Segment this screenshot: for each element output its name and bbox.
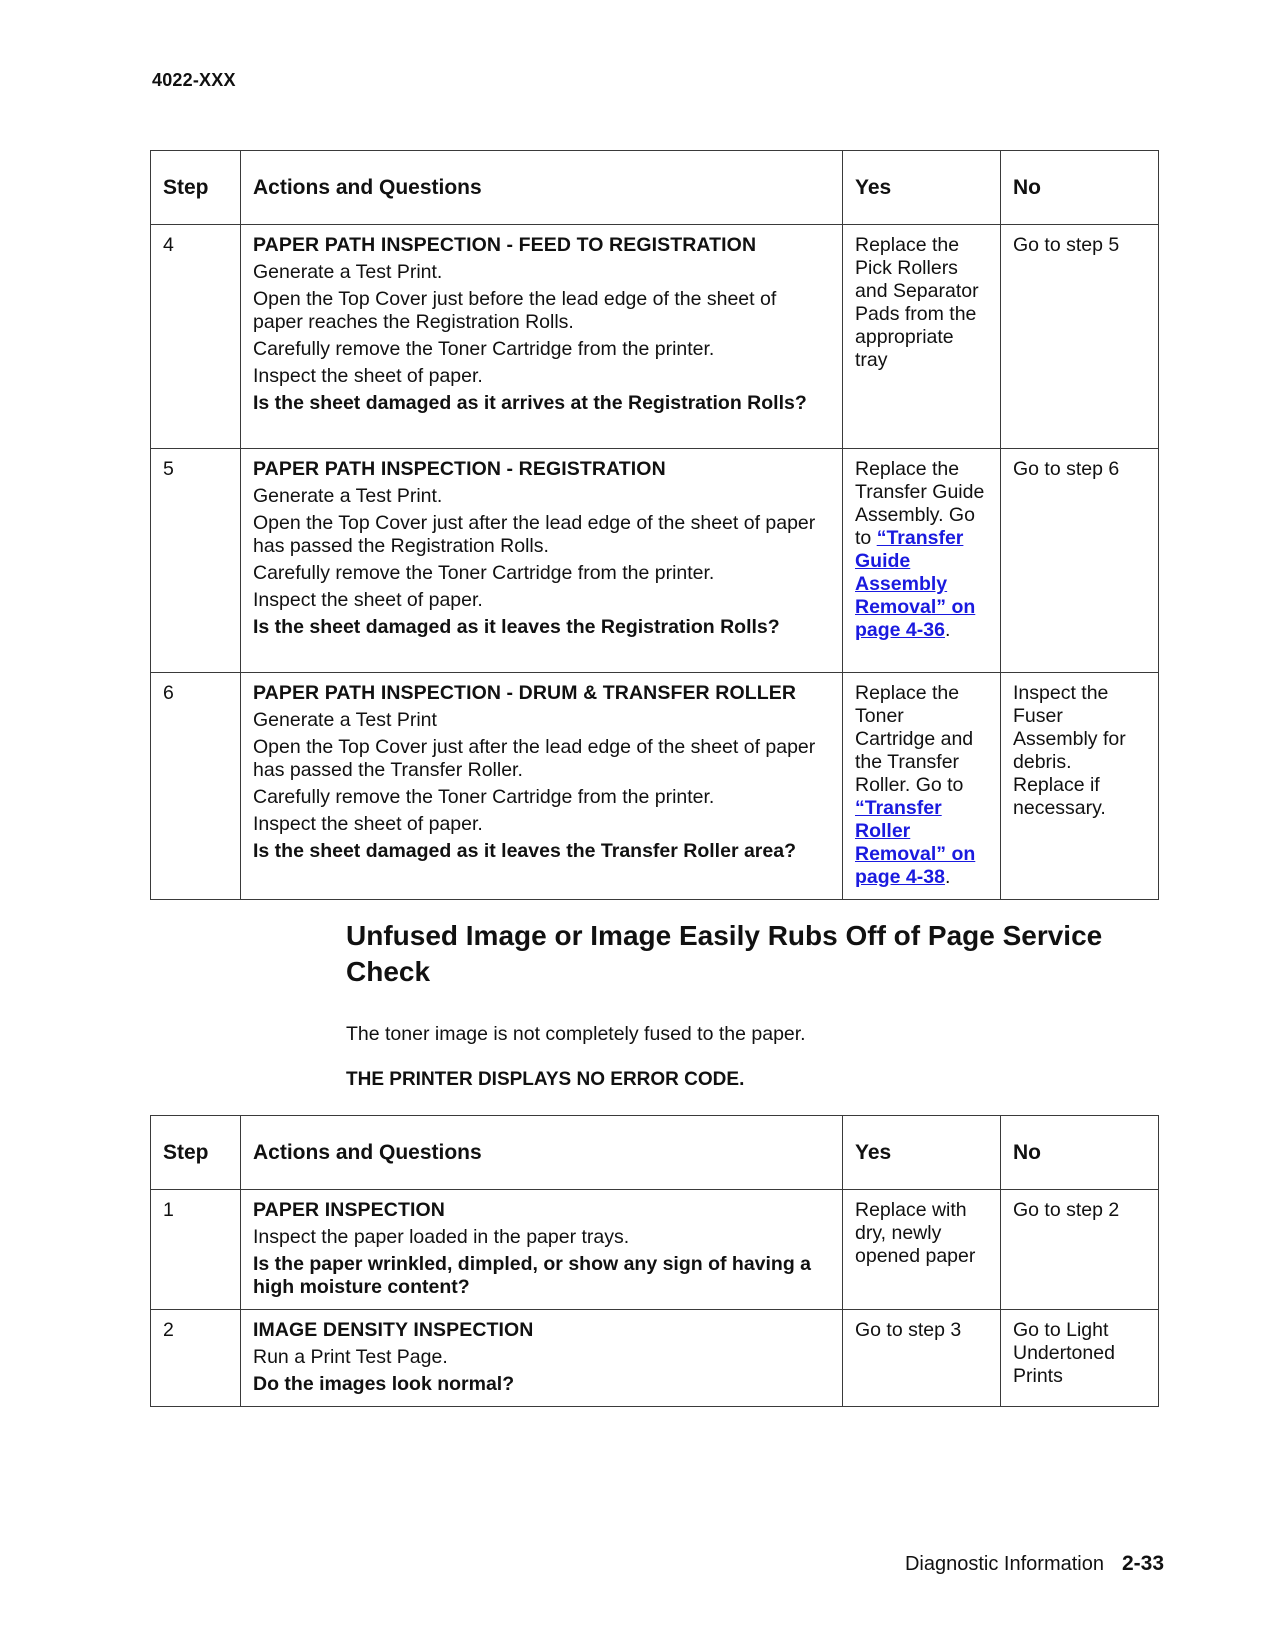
- yes-cell: [843, 225, 1001, 449]
- action-line: Run a Print Test Page.: [253, 1346, 448, 1368]
- error-code-note: THE PRINTER DISPLAYS NO ERROR CODE.: [346, 1069, 745, 1090]
- step-number: 6: [151, 673, 241, 900]
- step-number: 5: [151, 449, 241, 673]
- no-text: Inspect the Fuser Assembly for debris. Replace if necessary.: [1013, 682, 1126, 819]
- action-title: PAPER INSPECTION: [253, 1199, 445, 1221]
- yes-text: Replace with dry, newly opened paper: [855, 1199, 976, 1267]
- action-line: Generate a Test Print.: [253, 485, 443, 507]
- no-text: Go to step 5: [1013, 234, 1120, 256]
- table-row: [151, 1190, 1159, 1310]
- actions-cell: [241, 673, 843, 900]
- section-title: Unfused Image or Image Easily Rubs Off of Page Service Check: [346, 920, 1103, 987]
- no-text: Go to step 2: [1013, 1199, 1120, 1221]
- action-line: Carefully remove the Toner Cartridge from the printer.: [253, 562, 715, 584]
- step-number: 1: [151, 1190, 241, 1310]
- actions-cell: [241, 1310, 843, 1407]
- action-question: Is the paper wrinkled, dimpled, or show any sign of having a high moisture content?: [253, 1253, 812, 1298]
- page-footer: [905, 1552, 1164, 1576]
- table-header-row: [151, 1116, 1159, 1190]
- table-row: [151, 673, 1159, 900]
- header-yes: Yes: [843, 151, 1001, 225]
- action-title: PAPER PATH INSPECTION - FEED TO REGISTRATION: [253, 234, 757, 256]
- action-line: Carefully remove the Toner Cartridge from the printer.: [253, 338, 715, 360]
- yes-text: Replace the Toner Cartridge and the Transfer Roller. Go to: [855, 682, 974, 796]
- yes-text: Replace the Pick Rollers and Separator Pads from the appropriate tray: [855, 234, 979, 371]
- footer-section-name: Diagnostic Information: [904, 1553, 1104, 1575]
- table-row: [151, 1310, 1159, 1407]
- table-row: [151, 449, 1159, 673]
- header-actions: Actions and Questions: [241, 1116, 843, 1190]
- table-header-row: [151, 151, 1159, 225]
- step-number: 2: [151, 1310, 241, 1407]
- yes-text: Replace the Transfer Guide Assembly. Go to: [855, 458, 985, 549]
- yes-cell: [843, 449, 1001, 673]
- transfer-roller-removal-link[interactable]: “Transfer Roller Removal” on page 4-38: [855, 797, 976, 888]
- yes-cell: [843, 1310, 1001, 1407]
- header-no: No: [1001, 1116, 1159, 1190]
- action-line: Open the Top Cover just before the lead edge of the sheet of paper reaches the Registration Rolls.: [253, 288, 777, 333]
- action-title: IMAGE DENSITY INSPECTION: [253, 1319, 534, 1341]
- transfer-guide-assembly-removal-link[interactable]: “Transfer Guide Assembly Removal” on page 4-36: [855, 527, 976, 641]
- table-row: [151, 225, 1159, 449]
- no-cell: [1001, 1310, 1159, 1407]
- yes-suffix: .: [944, 866, 951, 888]
- action-title: PAPER PATH INSPECTION - DRUM & TRANSFER ROLLER: [253, 682, 797, 704]
- actions-cell: [241, 1190, 843, 1310]
- action-question: Is the sheet damaged as it leaves the Transfer Roller area?: [253, 840, 796, 862]
- header-no: No: [1001, 151, 1159, 225]
- header-actions: Actions and Questions: [241, 151, 843, 225]
- action-line: Inspect the sheet of paper.: [253, 813, 483, 835]
- yes-text: Go to step 3: [855, 1319, 962, 1341]
- action-line: Carefully remove the Toner Cartridge from the printer.: [253, 786, 715, 808]
- action-line: Open the Top Cover just after the lead edge of the sheet of paper has passed the Registration Rolls.: [253, 512, 816, 557]
- header-step: Step: [151, 151, 241, 225]
- no-text: Go to step 6: [1013, 458, 1120, 480]
- action-question: Is the sheet damaged as it leaves the Registration Rolls?: [253, 616, 780, 638]
- page-number: 2-33: [1121, 1552, 1164, 1575]
- action-line: Generate a Test Print: [253, 709, 437, 731]
- no-cell: [1001, 673, 1159, 900]
- no-cell: [1001, 225, 1159, 449]
- action-question: Do the images look normal?: [253, 1373, 515, 1395]
- header-yes: Yes: [843, 1116, 1001, 1190]
- action-question: Is the sheet damaged as it arrives at the Registration Rolls?: [253, 392, 807, 414]
- document-id: 4022-XXX: [152, 70, 236, 90]
- no-cell: [1001, 449, 1159, 673]
- action-line: Open the Top Cover just after the lead edge of the sheet of paper has passed the Transfer Roller.: [253, 736, 816, 781]
- no-cell: [1001, 1190, 1159, 1310]
- header-step: Step: [151, 1116, 241, 1190]
- action-line: Inspect the sheet of paper.: [253, 365, 483, 387]
- yes-cell: [843, 673, 1001, 900]
- service-check-table-1: [150, 150, 1159, 900]
- yes-cell: [843, 1190, 1001, 1310]
- action-line: Inspect the sheet of paper.: [253, 589, 483, 611]
- yes-suffix: .: [944, 619, 951, 641]
- action-title: PAPER PATH INSPECTION - REGISTRATION: [253, 458, 666, 480]
- service-check-table-2: [150, 1115, 1159, 1407]
- section-intro: The toner image is not completely fused to the paper.: [346, 1023, 806, 1045]
- action-line: Generate a Test Print.: [253, 261, 443, 283]
- no-text: Go to Light Undertoned Prints: [1013, 1319, 1115, 1387]
- actions-cell: [241, 225, 843, 449]
- step-number: 4: [151, 225, 241, 449]
- actions-cell: [241, 449, 843, 673]
- action-line: Inspect the paper loaded in the paper trays.: [253, 1226, 630, 1248]
